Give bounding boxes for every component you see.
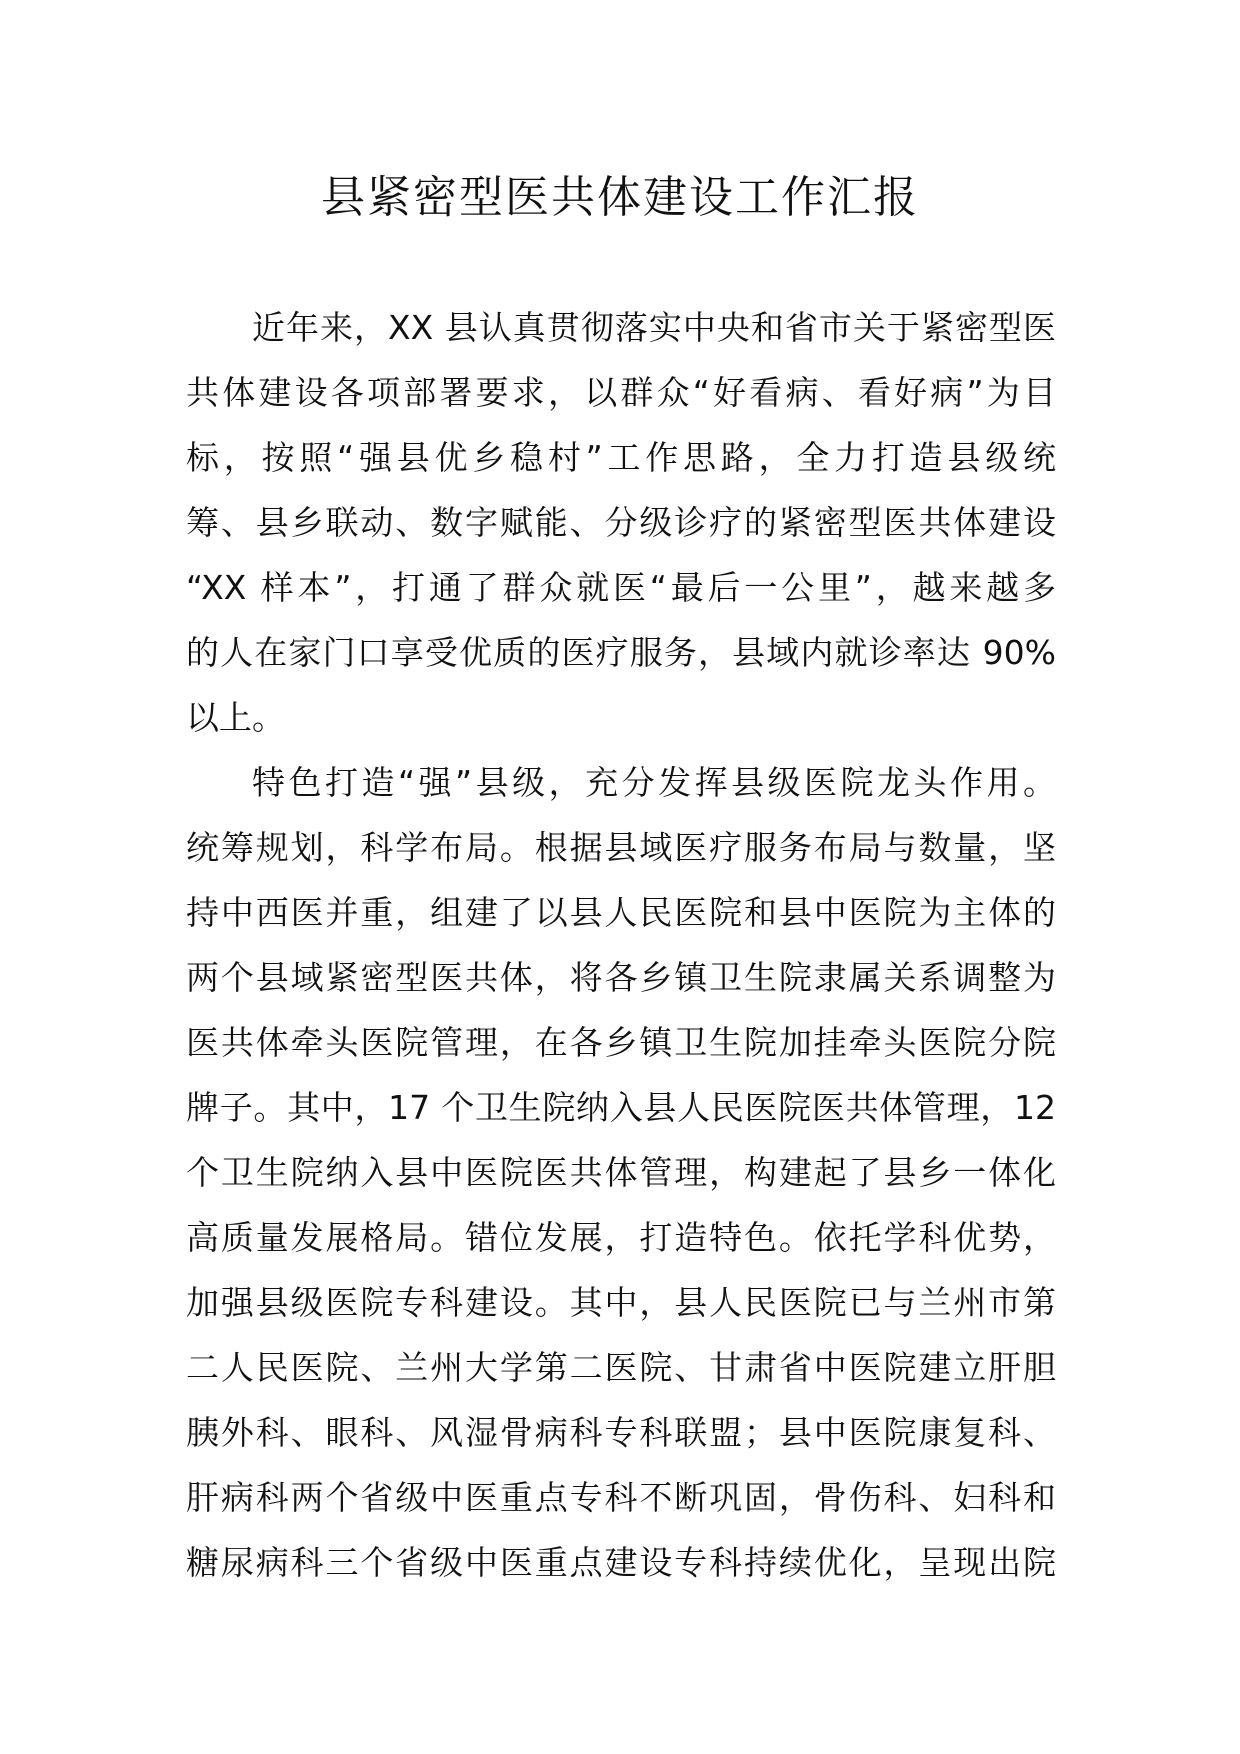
text-line: 胰外科、眼科、风湿骨病科专科联盟；县中医院康复科、 xyxy=(186,1413,1056,1452)
document-title: 县紧密型医共体建设工作汇报 xyxy=(321,172,919,223)
document-body xyxy=(186,295,1056,1595)
text-line: 持中西医并重，组建了以县人民医院和县中医院为主体的 xyxy=(186,893,1056,932)
text-line: 以上。 xyxy=(186,698,285,737)
text-line: 筹、县乡联动、数字赋能、分级诊疗的紧密型医共体建设 xyxy=(186,503,1056,542)
text-line: 统筹规划，科学布局。根据县域医疗服务布局与数量，坚 xyxy=(186,828,1056,867)
text-line: 特色打造“强”县级，充分发挥县级医院龙头作用。 xyxy=(252,763,1056,802)
text-line: 的人在家门口享受优质的医疗服务，县域内就诊率达 90% xyxy=(186,633,1056,672)
text-line: 高质量发展格局。错位发展，打造特色。依托学科优势， xyxy=(186,1218,1056,1257)
text-line: 二人民医院、兰州大学第二医院、甘肃省中医院建立肝胆 xyxy=(186,1348,1056,1387)
text-line: 两个县域紧密型医共体，将各乡镇卫生院隶属关系调整为 xyxy=(186,958,1056,997)
text-line: 个卫生院纳入县中医院医共体管理，构建起了县乡一体化 xyxy=(186,1153,1056,1192)
text-line: 加强县级医院专科建设。其中，县人民医院已与兰州市第 xyxy=(186,1283,1056,1322)
text-line: 标，按照“强县优乡稳村”工作思路，全力打造县级统 xyxy=(186,438,1056,477)
text-line: 肝病科两个省级中医重点专科不断巩固，骨伤科、妇科和 xyxy=(186,1478,1056,1517)
text-line: 医共体牵头医院管理，在各乡镇卫生院加挂牵头医院分院 xyxy=(186,1023,1056,1062)
text-line: 近年来，XX 县认真贯彻落实中央和省市关于紧密型医 xyxy=(252,308,1056,347)
text-line: 共体建设各项部署要求，以群众“好看病、看好病”为目 xyxy=(186,373,1056,412)
text-line: 牌子。其中，17 个卫生院纳入县人民医院医共体管理，12 xyxy=(186,1088,1056,1127)
text-line: “XX 样本”，打通了群众就医“最后一公里”，越来越多 xyxy=(186,568,1056,607)
text-line: 糖尿病科三个省级中医重点建设专科持续优化，呈现出院 xyxy=(186,1543,1056,1582)
